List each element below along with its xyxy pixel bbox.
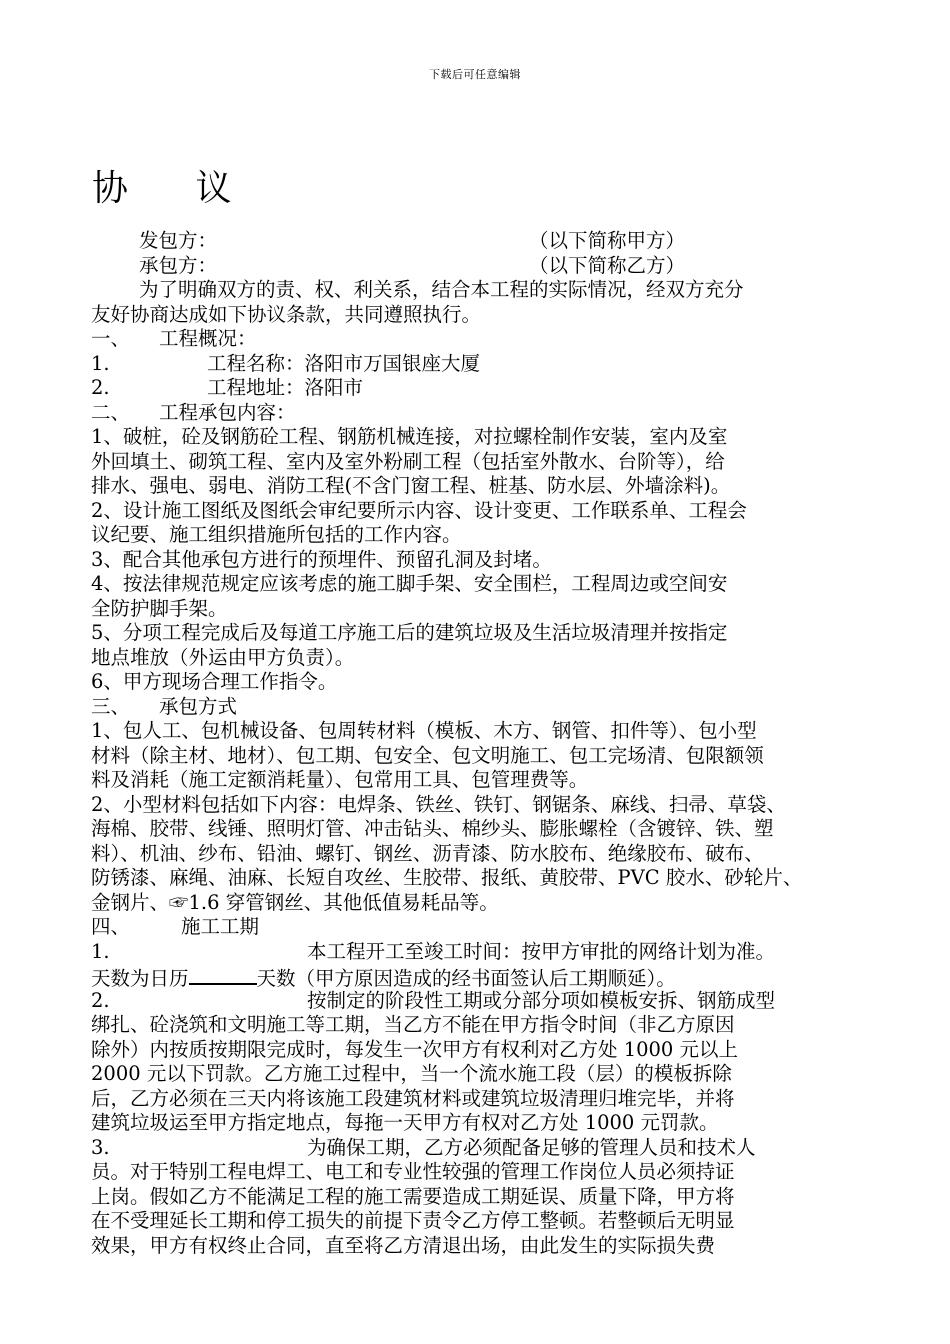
schedule-item-3-line: 上岗。假如乙方不能满足工程的施工需要造成工期延误、质量下降，甲方将 xyxy=(91,1184,735,1208)
contractor-note: （以下简称乙方） xyxy=(529,253,686,277)
schedule-item-2: 2. 按制定的阶段性工期或分部分项如模板安拆、钢筋成型 xyxy=(91,988,776,1012)
schedule-item-3-line: 员。对于特别工程电焊工、电工和专业性较强的管理工作岗位人员必须持证 xyxy=(91,1160,735,1183)
employer-note: （以下简称甲方） xyxy=(529,229,686,252)
section-3-heading: 三、 承包方式 xyxy=(91,694,238,718)
employer-line xyxy=(91,229,891,254)
document-title: 协 议 xyxy=(92,168,260,209)
employer-label: 发包方： xyxy=(139,229,218,252)
section-3-line: 金钢片、☞1.6 穿管钢丝、其他低值易耗品等。 xyxy=(91,890,499,914)
section-2-line: 议纪要、施工组织措施所包括的工作内容。 xyxy=(91,523,462,546)
section-3-line: 1、包人工、包机械设备、包周转材料（模板、木方、钢管、扣件等）、包小型 xyxy=(91,719,757,742)
section-1-heading: 一、 工程概况： xyxy=(91,327,257,350)
section-2-line: 2、设计施工图纸及图纸会审纪要所示内容、设计变更、工作联系单、工程会 xyxy=(91,498,747,522)
schedule-item-3-line: 效果，甲方有权终止合同，直至将乙方清退出场，由此发生的实际损失费 xyxy=(91,1233,716,1257)
days-blank-field xyxy=(189,964,257,985)
document-body xyxy=(91,229,891,1258)
section-3-line: 材料（除主材、地材）、包工期、包安全、包文明施工、包工完场清、包限额领 xyxy=(91,743,764,767)
section-4-heading: 四、 施工工期 xyxy=(91,915,260,938)
contractor-line xyxy=(91,254,891,279)
section-3-line: 料）、机油、纱布、铅油、螺钉、钢丝、沥青漆、防水胶布、绝缘胶布、破布、 xyxy=(91,841,764,865)
schedule-item-2-line: 后，乙方必须在三天内将该施工段建筑材料或建筑垃圾清理归堆完毕，并将 xyxy=(91,1086,735,1110)
section-2-line: 排水、强电、弱电、消防工程(不含门窗工程、桩基、防水层、外墙涂料)。 xyxy=(91,474,731,497)
schedule-item-1: 1. 本工程开工至竣工时间：按甲方审批的网络计划为准。 xyxy=(91,939,776,963)
intro-line: 友好协商达成如下协议条款，共同遵照执行。 xyxy=(91,302,482,326)
section-2-line: 全防护脚手架。 xyxy=(91,596,228,620)
schedule-item-2-line: 2000 元以下罚款。乙方施工过程中，当一个流水施工段（层）的模板拆除 xyxy=(91,1062,732,1085)
section-3-line: 防锈漆、麻绳、油麻、长短自攻丝、生胶带、报纸、黄胶带、PVC 胶水、砂轮片、 xyxy=(91,866,803,889)
section-2-line: 1、破桩，砼及钢筋砼工程、钢筋机械连接，对拉螺栓制作安装，室内及室 xyxy=(91,425,728,448)
project-address-item: 2. 工程地址：洛阳市 xyxy=(91,376,364,399)
schedule-item-2-line: 绑扎、砼浇筑和文明施工等工期，当乙方不能在甲方指令时间（非乙方原因 xyxy=(91,1013,735,1036)
section-2-heading: 二、 工程承包内容： xyxy=(91,400,296,424)
section-2-line: 6、甲方现场合理工作指令。 xyxy=(91,670,338,693)
contractor-label: 承包方： xyxy=(139,253,218,277)
header-note: 下载后可任意编辑 xyxy=(429,68,521,81)
schedule-item-2-line: 除外）内按质按期限完成时，每发生一次甲方有权利对乙方处 1000 元以上 xyxy=(91,1037,739,1061)
section-3-line: 料及消耗（施工定额消耗量）、包常用工具、包管理费等。 xyxy=(91,768,589,791)
section-3-line: 海棉、胶带、线锤、照明灯管、冲击钻头、棉纱头、膨胀螺栓（含镀锌、铁、塑 xyxy=(91,817,774,840)
intro-line: 为了明确双方的责、权、利关系，结合本工程的实际情况，经双方充分 xyxy=(139,278,744,301)
schedule-item-3-line: 在不受理延长工期和停工损失的前提下责令乙方停工整顿。若整顿后无明显 xyxy=(91,1209,735,1232)
project-name-item: 1. 工程名称：洛阳市万国银座大厦 xyxy=(91,351,481,375)
schedule-item-3: 3. 为确保工期，乙方必须配备足够的管理人员和技术人 xyxy=(91,1135,756,1159)
section-3-line: 2、小型材料包括如下内容：电焊条、铁丝、铁钉、钢锯条、麻线、扫帚、草袋、 xyxy=(91,792,786,816)
section-2-line: 地点堆放（外运由甲方负责）。 xyxy=(91,645,355,669)
schedule-item-2-line: 建筑垃圾运至甲方指定地点，每拖一天甲方有权对乙方处 1000 元罚款。 xyxy=(91,1111,719,1134)
section-2-line: 3、配合其他承包方进行的预埋件、预留孔洞及封堵。 xyxy=(91,547,552,571)
section-2-line: 外回填土、砌筑工程、室内及室外粉刷工程（包括室外散水、台阶等），给 xyxy=(91,449,725,473)
schedule-item-1-cont: 天数为日历 天数（甲方原因造成的经书面签认后工期顺延）。 xyxy=(91,964,891,989)
section-2-line: 4、按法律规范规定应该考虑的施工脚手架、安全围栏，工程周边或空间安 xyxy=(91,572,728,595)
section-2-line: 5、分项工程完成后及每道工序施工后的建筑垃圾及生活垃圾清理并按指定 xyxy=(91,621,728,644)
